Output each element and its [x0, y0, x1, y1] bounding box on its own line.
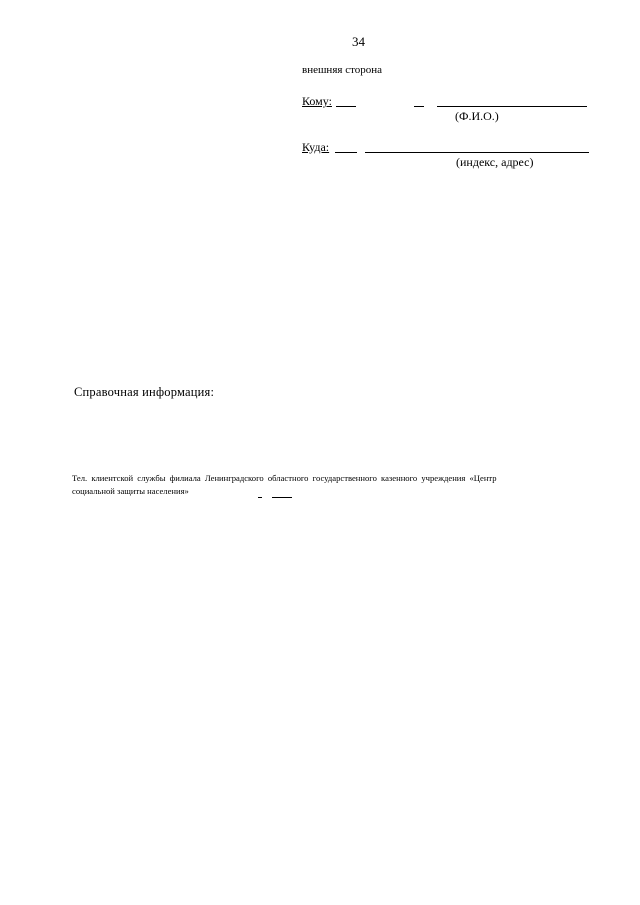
phone-blank-dot: [258, 497, 262, 498]
to-name-line: [437, 106, 587, 107]
to-underline-dash: [414, 106, 424, 107]
side-label: внешняя сторона: [302, 64, 383, 76]
page-number: 34: [352, 34, 365, 49]
phone-blank-line: [272, 497, 292, 498]
service-phone-text-line-2: социальной защиты населения»: [72, 486, 189, 496]
where-label: Куда:: [302, 140, 330, 154]
to-caption: (Ф.И.О.): [455, 109, 499, 123]
where-address-line: [365, 152, 589, 153]
where-caption: (индекс, адрес): [456, 155, 534, 169]
service-phone-text-line-1: Тел. клиентской службы филиала Ленинградского областного государственного казенного учреждения «Центр: [72, 473, 497, 483]
to-label: Кому:: [302, 94, 332, 108]
reference-heading: Справочная информация:: [74, 385, 215, 399]
where-underline-short: [335, 152, 357, 153]
to-underline-short: [336, 106, 356, 107]
